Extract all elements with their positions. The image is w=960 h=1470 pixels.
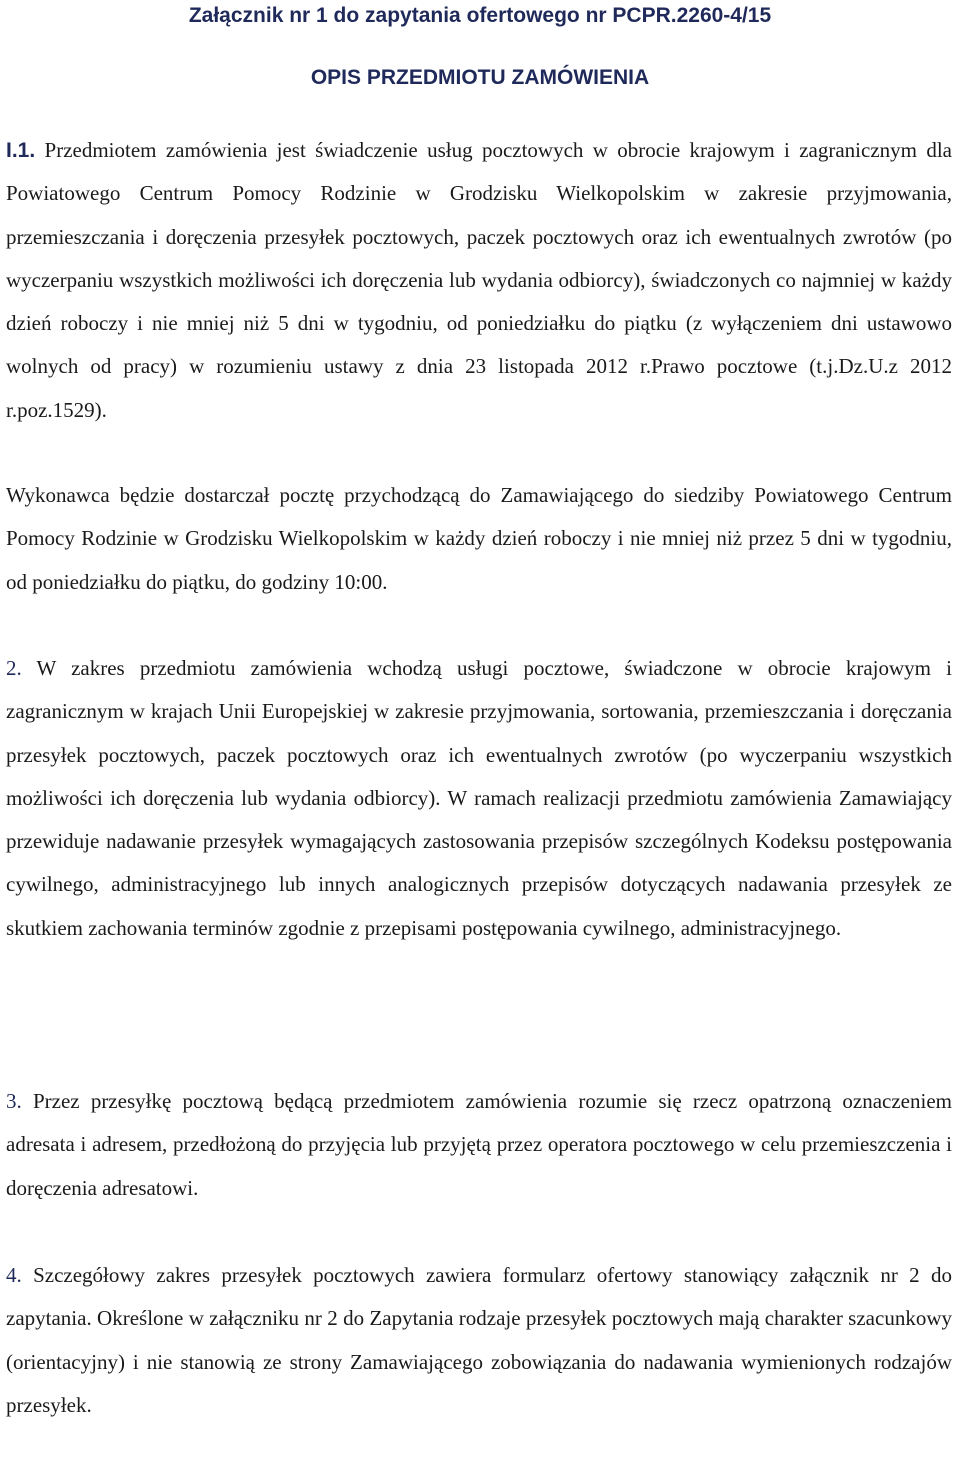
section-4-number: 4. xyxy=(6,1263,22,1287)
document-subtitle: OPIS PRZEDMIOTU ZAMÓWIENIA xyxy=(310,66,650,89)
section-4-paragraph xyxy=(6,1254,952,1470)
section-3-paragraph xyxy=(6,1080,952,1210)
document-title: Załącznik nr 1 do zapytania ofertowego nr PCPR.2260-4/15 xyxy=(188,4,772,27)
section-1-text: Przedmiotem zamówienia jest świadczenie usług pocztowych w obrocie krajowym i zagranicznym dla Powiatowego Centrum Pomocy Rodzinie w Grodzisku Wielkopolskim w zakresie przyjmowania, przemieszczania i doręczenia przesyłek pocztowych, paczek pocztowych oraz ich ewentualnych zwrotów (po wyczerpaniu wszystkich możliwości ich doręczenia lub wydania odbiorcy), świadczonych co najmniej w każdy dzień roboczy i nie mniej niż 5 dni w tygodniu, od poniedziałku do piątku (z wyłączeniem dni ustawowo wolnych od pracy) w rozumieniu ustawy z dnia 23 listopada 2012 r.Prawo pocztowe (t.j.Dz.U.z 2012 r.poz.1529). xyxy=(6,138,952,422)
section-2-text: W zakres przedmiotu zamówienia wchodzą usługi pocztowe, świadczone w obrocie krajowym i zagranicznym w krajach Unii Europejskiej w zakresie przyjmowania, sortowania, przemieszczania i doręczania przesyłek pocztowych, paczek pocztowych oraz ich ewentualnych zwrotów (po wyczerpaniu wszystkich możliwości ich doręczenia lub wydania odbiorcy). W ramach realizacji przedmiotu zamówienia Zamawiający przewiduje nadawanie przesyłek wymagających zastosowania przepisów szczególnych Kodeksu postępowania cywilnego, administracyjnego lub innych analogicznych przepisów dotyczących nadawania przesyłek ze skutkiem zachowania terminów zgodnie z przepisami postępowania cywilnego, administracyjnego. xyxy=(6,656,952,940)
section-4-text: Szczegółowy zakres przesyłek pocztowych zawiera formularz ofertowy stanowiący załącznik nr 2 do zapytania. Określone w załączniku nr 2 do Zapytania rodzaje przesyłek pocztowych mają charakter szacunkowy (orientacyjny) i nie stanowią ze strony Zamawiającego zobowiązania do nadawania wymienionych rodzajów przesyłek. xyxy=(6,1263,952,1417)
section-1-paragraph xyxy=(6,129,952,432)
section-2-paragraph xyxy=(6,647,952,950)
section-1-number: I.1. xyxy=(6,139,36,162)
section-3-number: 3. xyxy=(6,1089,22,1113)
section-3-text: Przez przesyłkę pocztową będącą przedmiotem zamówienia rozumie się rzecz opatrzoną oznaczeniem adresata i adresem, przedłożoną do przyjęcia lub przyjętą przez operatora pocztowego w celu przemieszczenia i doręczenia adresatowi. xyxy=(6,1089,952,1200)
section-2-number: 2. xyxy=(6,656,22,680)
section-1-continuation: Wykonawca będzie dostarczał pocztę przychodzącą do Zamawiającego do siedziby Powiatowego Centrum Pomocy Rodzinie w Grodzisku Wielkopolskim w każdy dzień roboczy i nie mniej niż przez 5 dni w tygodniu, od poniedziałku do piątku, do godziny 10:00. xyxy=(6,483,952,594)
